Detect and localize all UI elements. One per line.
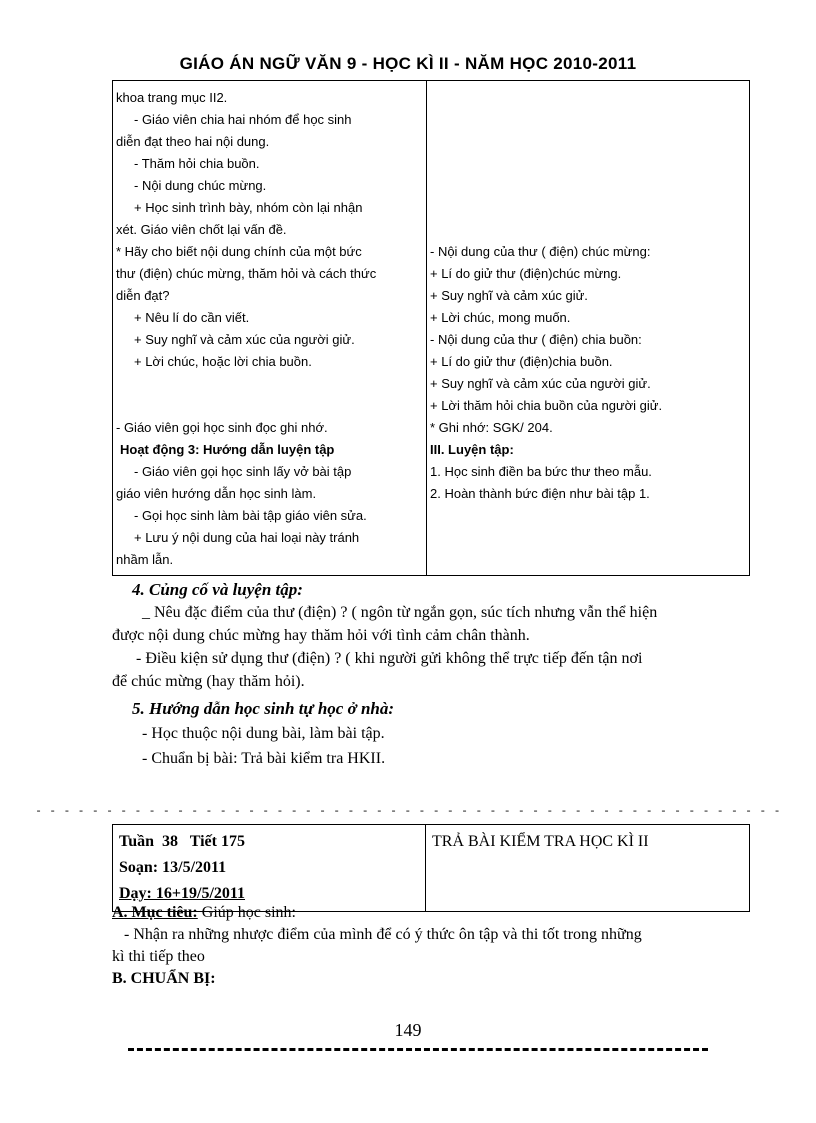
taught-date: Dạy: 16+19/5/2011 [119,885,246,902]
text-line: diễn đạt theo hai nội dung. [116,134,270,149]
text-line: + Học sinh trình bày, nhóm còn lại nhận [134,200,363,215]
text-line: + Lời thăm hỏi chia buồn của người giử. [430,398,663,413]
text-line: 2. Hoàn thành bức điện như bài tập 1. [430,486,650,501]
text-line: + Suy nghĩ và cảm xúc giử. [430,288,588,303]
page-number: 149 [394,1020,422,1040]
objectives-section [112,902,772,990]
paragraph-line: để chúc mừng (hay thăm hỏi). [112,673,305,690]
section-title: 4. Củng cố và luyện tập: [132,580,303,599]
text-line: - Gọi học sinh làm bài tập giáo viên sửa. [134,508,367,523]
text-line: nhầm lẫn. [116,552,174,567]
separator-line: - - - - - - - - - - - - - - - - - - - - - - - - - - - - - - - - - - - - - - - - - - - - - - - - - - - - - [35,806,781,818]
prepared-date: Soạn: 13/5/2011 [119,859,227,876]
activity-heading: Hoạt động 3: Hướng dẫn luyện tập [120,442,335,457]
bottom-divider [128,1048,708,1051]
text-line: - Nội dung của thư ( điện) chúc mừng: [430,244,651,259]
text-line: - Nội dung chúc mừng. [134,178,267,193]
paragraph-line: - Điều kiện sử dụng thư (điện) ? ( khi người gửi không thể trực tiếp đến tận nơi [136,650,643,667]
text-line: + Lí do giử thư (điện)chia buồn. [430,354,613,369]
homework-item: - Chuẩn bị bài: Trả bài kiểm tra HKII. [142,750,386,767]
preparation-heading: B. CHUẨN BỊ: [112,970,216,987]
section-title: 5. Hướng dẫn học sinh tự học ở nhà: [132,699,395,718]
text-line: - Thăm hỏi chia buồn. [134,156,260,171]
text-line: - Giáo viên gọi học sinh đọc ghi nhớ. [116,420,328,435]
text-line: + Nêu lí do cần viết. [134,310,250,325]
objectives-intro: Giúp học sinh: [197,904,296,921]
text-line: * Hãy cho biết nội dung chính của một bức [116,244,362,259]
paragraph-line: được nội dung chúc mừng hay thăm hỏi với tình cảm chân thành. [112,627,530,644]
lesson-title-cell [426,825,750,912]
section-homework [112,697,772,770]
text-line: + Suy nghĩ và cảm xúc của người giử. [134,332,355,347]
teacher-activity-column [113,81,427,576]
lesson-title: TRẢ BÀI KIỂM TRA HỌC KÌ II [432,833,649,850]
section-consolidation [112,578,772,693]
text-line: - Giáo viên chia hai nhóm để học sinh [134,112,352,127]
schedule-cell [113,825,426,912]
lesson-info-table [112,824,750,912]
text-line: + Lưu ý nội dung của hai loại này tránh [134,530,360,545]
text-line: - Giáo viên gọi học sinh lấy vở bài tập [134,464,352,479]
page-header-title: GIÁO ÁN NGỮ VĂN 9 - HỌC KÌ II - NĂM HỌC 2010-2011 [179,54,637,73]
text-line: xét. Giáo viên chốt lại vấn đề. [116,222,287,237]
text-line: + Lí do giử thư (điện)chúc mừng. [430,266,622,281]
text-line: + Lời chúc, mong muốn. [430,310,571,325]
text-line: diễn đạt? [116,288,170,303]
text-line: - Nội dung của thư ( điện) chia buồn: [430,332,642,347]
student-content-column [427,81,750,576]
paragraph-line: _ Nêu đặc điểm của thư (điện) ? ( ngôn từ ngắn gọn, súc tích nhưng vẫn thể hiện [142,604,658,621]
objectives-label: A. Mục tiêu: [112,904,198,921]
objective-item: - Nhận ra những nhược điểm của mình để có ý thức ôn tập và thi tốt trong những [124,926,642,943]
week-period: Tuần 38 Tiết 175 [119,833,245,850]
homework-item: - Học thuộc nội dung bài, làm bài tập. [142,725,385,742]
lesson-table [112,80,750,576]
text-line: * Ghi nhớ: SGK/ 204. [430,420,553,435]
text-line: + Lời chúc, hoặc lời chia buồn. [134,354,312,369]
text-line: thư (điện) chúc mừng, thăm hỏi và cách thức [116,266,377,281]
practice-heading: III. Luyện tập: [430,442,514,457]
text-line: 1. Học sinh điền ba bức thư theo mẫu. [430,464,652,479]
objective-item: kì thi tiếp theo [112,948,205,965]
text-line: giáo viên hướng dẫn học sinh làm. [116,486,317,501]
text-line: khoa trang mục II2. [116,90,228,105]
text-line: + Suy nghĩ và cảm xúc của người giử. [430,376,651,391]
